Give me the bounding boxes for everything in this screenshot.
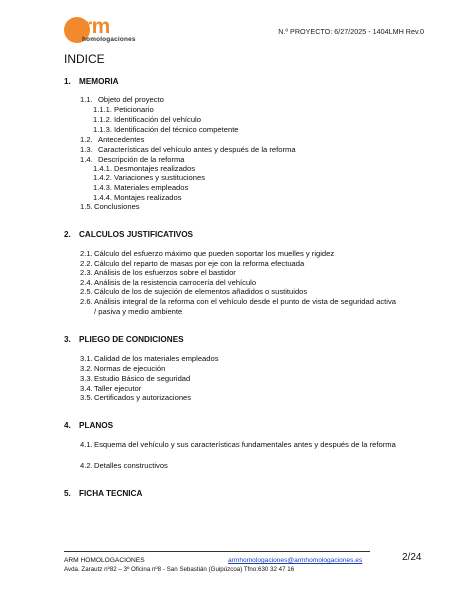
toc-item: 1.4.4. Montajes realizados: [93, 193, 182, 202]
logo-main-text: rm: [84, 15, 110, 38]
section-title: MEMORIA: [79, 77, 119, 86]
company-logo: [64, 17, 154, 43]
toc-item: 1.3. Características del vehículo antes y después de la reforma: [80, 145, 296, 154]
toc-item: 1.4.2. Variaciones y sustituciones: [93, 173, 206, 182]
toc-item: 2.4.Análisis de la resistencia carrocería del vehículo: [80, 278, 257, 287]
toc-item: 3.2.Normas de ejecución: [80, 364, 166, 373]
project-number: N.º PROYECTO: 6/27/2025 - 1404LMH Rev.0: [278, 27, 424, 36]
toc-item: 1.4.1. Desmontajes realizados: [93, 164, 196, 173]
footer-divider: [64, 551, 370, 552]
toc-item: 2.5.Cálculo de los de sujeción de elementos añadidos o sustituidos: [80, 287, 308, 296]
section-heading-pliego: [64, 335, 184, 344]
page-title: INDICE: [64, 52, 105, 66]
page-number: 2/24: [402, 552, 422, 563]
section-heading-memoria: [64, 77, 119, 86]
section-number: 2.: [64, 230, 71, 239]
toc-item: 3.4.Taller ejecutor: [80, 384, 142, 393]
toc-item: 3.1.Calidad de los materiales empleados: [80, 354, 219, 363]
toc-item: 2.1.Cálculo del esfuerzo máximo que pueden soportar los muelles y rigidez: [80, 249, 335, 258]
toc-item: 2.6. Análisis integral de la reforma con el vehículo desde el punto de vista de seguridad activa / pasiva y medio ambiente: [80, 297, 396, 316]
toc-item: 1.1.1. Peticionario: [93, 105, 154, 114]
toc-item: 3.3.Estudio Básico de seguridad: [80, 374, 191, 383]
toc-item: 1.5.Conclusiones: [80, 202, 140, 211]
toc-item: 1.4. Descripción de la reforma: [80, 155, 185, 164]
toc-item: 1.1.2. Identificación del vehículo: [93, 115, 201, 124]
toc-item: 2.3.Análisis de los esfuerzos sobre el bastidor: [80, 268, 236, 277]
toc-item: 4.1. Esquema del vehículo y sus características fundamentales antes y después de la reforma: [80, 440, 396, 449]
section-heading-calculos: [64, 230, 193, 239]
toc-item: 2.2.Cálculo del reparto de masas por eje con la reforma efectuada: [80, 259, 305, 268]
section-title: PLIEGO DE CONDICIONES: [79, 335, 184, 344]
toc-item: 3.5.Certificados y autorizaciones: [80, 393, 192, 402]
toc-item: 4.2.Detalles constructivos: [80, 461, 168, 470]
footer-company: ARM HOMOLOGACIONES: [64, 557, 145, 564]
section-heading-planos: [64, 421, 113, 430]
section-title: FICHA TECNICA: [79, 489, 143, 498]
footer-address: Avda. Zarautz nº82 – 3º Oficina nº8 - San Sebastián (Guipúzcoa) Tfno:630 32 47 16: [64, 566, 295, 573]
toc-item: 1.2. Antecedentes: [80, 135, 145, 144]
section-number: 5.: [64, 489, 71, 498]
section-number: 1.: [64, 77, 71, 86]
toc-item: 1.1.3. Identificación del técnico competente: [93, 125, 239, 134]
section-heading-ficha: [64, 489, 142, 498]
section-title: PLANOS: [79, 421, 114, 430]
toc-item: 1.4.3. Materiales empleados: [93, 183, 189, 192]
footer-email-link[interactable]: armhomologaciones@armhomologaciones.es: [228, 557, 363, 564]
section-title: CALCULOS JUSTIFICATIVOS: [79, 230, 194, 239]
logo-sub-text: homologaciones: [82, 36, 136, 43]
section-number: 4.: [64, 421, 71, 430]
section-number: 3.: [64, 335, 71, 344]
toc-item: 1.1. Objeto del proyecto: [80, 95, 164, 104]
